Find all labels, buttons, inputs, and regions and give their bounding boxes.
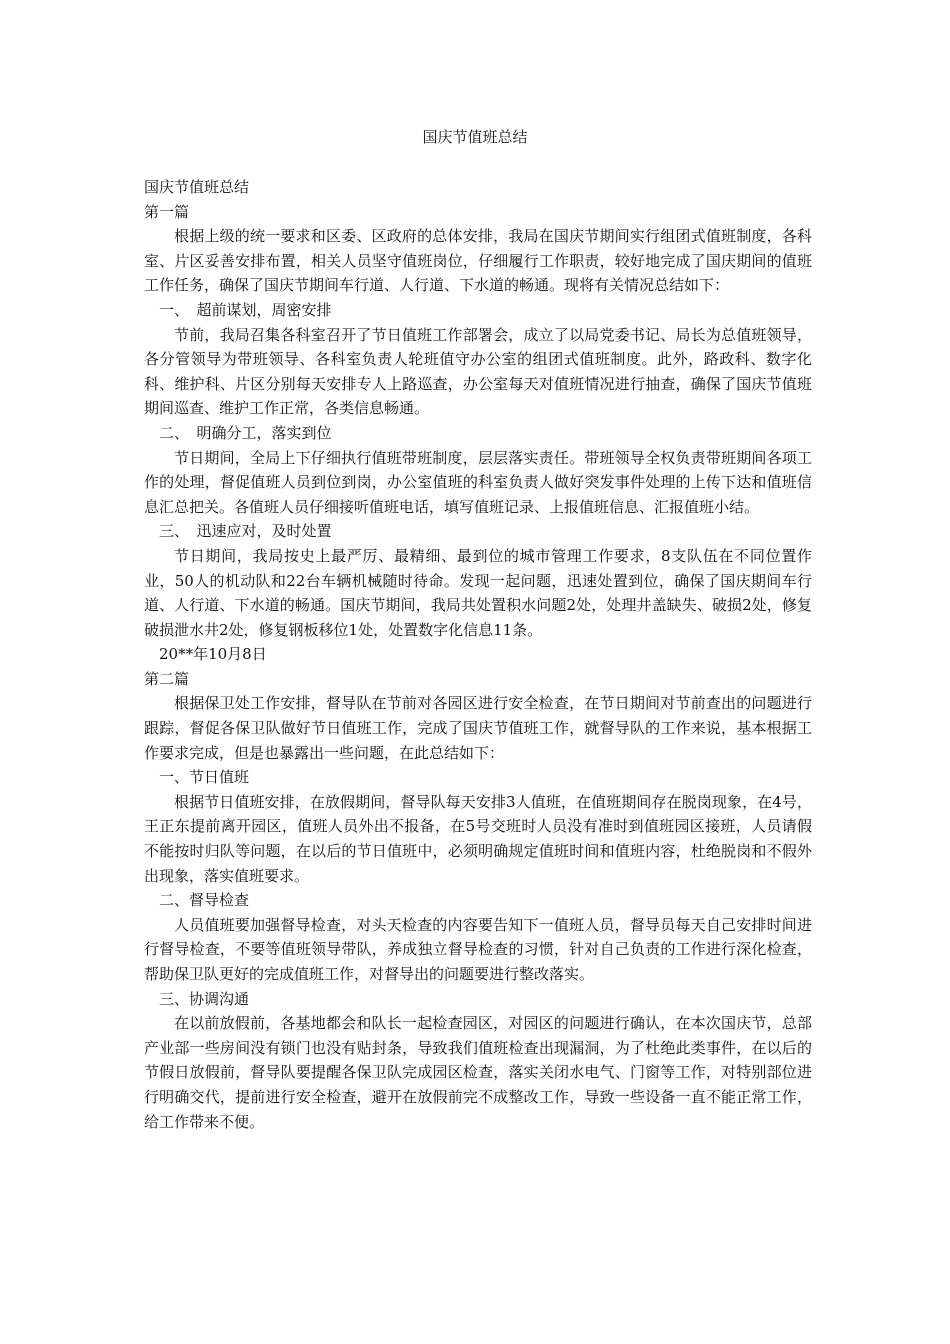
part2-section1-heading: 一、节日值班 xyxy=(159,768,250,787)
part1-section1-text: 节前，我局召集各科室召开了节日值班工作部署会，成立了以局党委书记、局长为总值班领导，各分管领导为带班领导、各科室负责人轮班值守办公室的组团式值班制度。此外，路政科、数字化科、维护科、片区分别每天安排专人上路巡查，办公室每天对值班情况进行抽查，确保了国庆节值班期间巡查、维护工作正常，各类信息畅通。 xyxy=(144,325,812,418)
part1-section3-text: 节日期间，我局按史上最严厉、最精细、最到位的城市管理工作要求，8支队伍在不同位置作业，50人的机动队和22台车辆机械随时待命。发现一起问题，迅速处置到位，确保了国庆期间车行道、人行道、下水道的畅通。国庆节期间，我局共处置积水问题2处，处理井盖缺失、破损2处，修复破损泄水井2处，修复钢板移位1处，处置数字化信息11条。 xyxy=(144,546,812,639)
part1-section1-heading: 一、 超前谋划，周密安排 xyxy=(159,300,332,319)
part2-section2-heading: 二、督导检查 xyxy=(159,891,250,910)
part1-section3-heading: 三、 迅速应对，及时处置 xyxy=(159,522,332,541)
part1-date: 20**年10月8日 xyxy=(159,645,267,664)
part2-section1-text: 根据节日值班安排，在放假期间，督导队每天安排3人值班，在值班期间存在脱岗现象，在4号，王正东提前离开园区，值班人员外出不报备，在5号交班时人员没有准时到值班园区接班，人员请假不能按时归队等问题，在以后的节日值班中，必须明确规定值班时间和值班内容，杜绝脱岗和不假外出现象，落实值班要求。 xyxy=(144,792,812,885)
document-body xyxy=(144,175,812,1134)
part1-label: 第一篇 xyxy=(144,202,190,221)
part1-section2-text: 节日期间，全局上下仔细执行值班带班制度，层层落实责任。带班领导全权负责带班期间各项工作的处理，督促值班人员到位到岗，办公室值班的科室负责人做好突发事件处理的上传下达和值班信息汇总把关。各值班人员仔细接听值班电话，填写值班记录、上报值班信息、汇报值班小结。 xyxy=(144,448,812,516)
part2-label: 第二篇 xyxy=(144,669,190,688)
document-subtitle: 国庆节值班总结 xyxy=(144,178,250,196)
part1-intro: 根据上级的统一要求和区委、区政府的总体安排，我局在国庆节期间实行组团式值班制度，各科室、片区妥善安排布置，相关人员坚守值班岗位，仔细履行工作职责，较好地完成了国庆期间的值班工作任务，确保了国庆节期间车行道、人行道、下水道的畅通。现将有关情况总结如下： xyxy=(144,227,812,295)
part2-section2-text: 人员值班要加强督导检查，对头天检查的内容要告知下一值班人员，督导员每天自己安排时间进行督导检查，不要等值班领导带队，养成独立督导检查的习惯，针对自己负责的工作进行深化检查，帮助保卫队更好的完成值班工作，对督导出的问题要进行整改落实。 xyxy=(144,915,812,983)
part2-section3-text: 在以前放假前，各基地都会和队长一起检查园区，对园区的问题进行确认，在本次国庆节，总部产业部一些房间没有锁门也没有贴封条，导致我们值班检查出现漏洞，为了杜绝此类事件，在以后的节假日放假前，督导队要提醒各保卫队完成园区检查，落实关闭水电气、门窗等工作，对特别部位进行明确交代，提前进行安全检查，避开在放假前完不成整改工作，导致一些设备一直不能正常工作，给工作带来不便。 xyxy=(144,1014,812,1131)
part1-section2-heading: 二、 明确分工，落实到位 xyxy=(159,423,332,442)
document-title: 国庆节值班总结 xyxy=(422,128,528,146)
part2-intro: 根据保卫处工作安排，督导队在节前对各园区进行安全检查，在节日期间对节前查出的问题进行跟踪，督促各保卫队做好节日值班工作，完成了国庆节值班工作，就督导队的工作来说，基本根据工作要求完成，但是也暴露出一些问题，在此总结如下： xyxy=(144,694,812,762)
part2-section3-heading: 三、协调沟通 xyxy=(159,989,250,1008)
